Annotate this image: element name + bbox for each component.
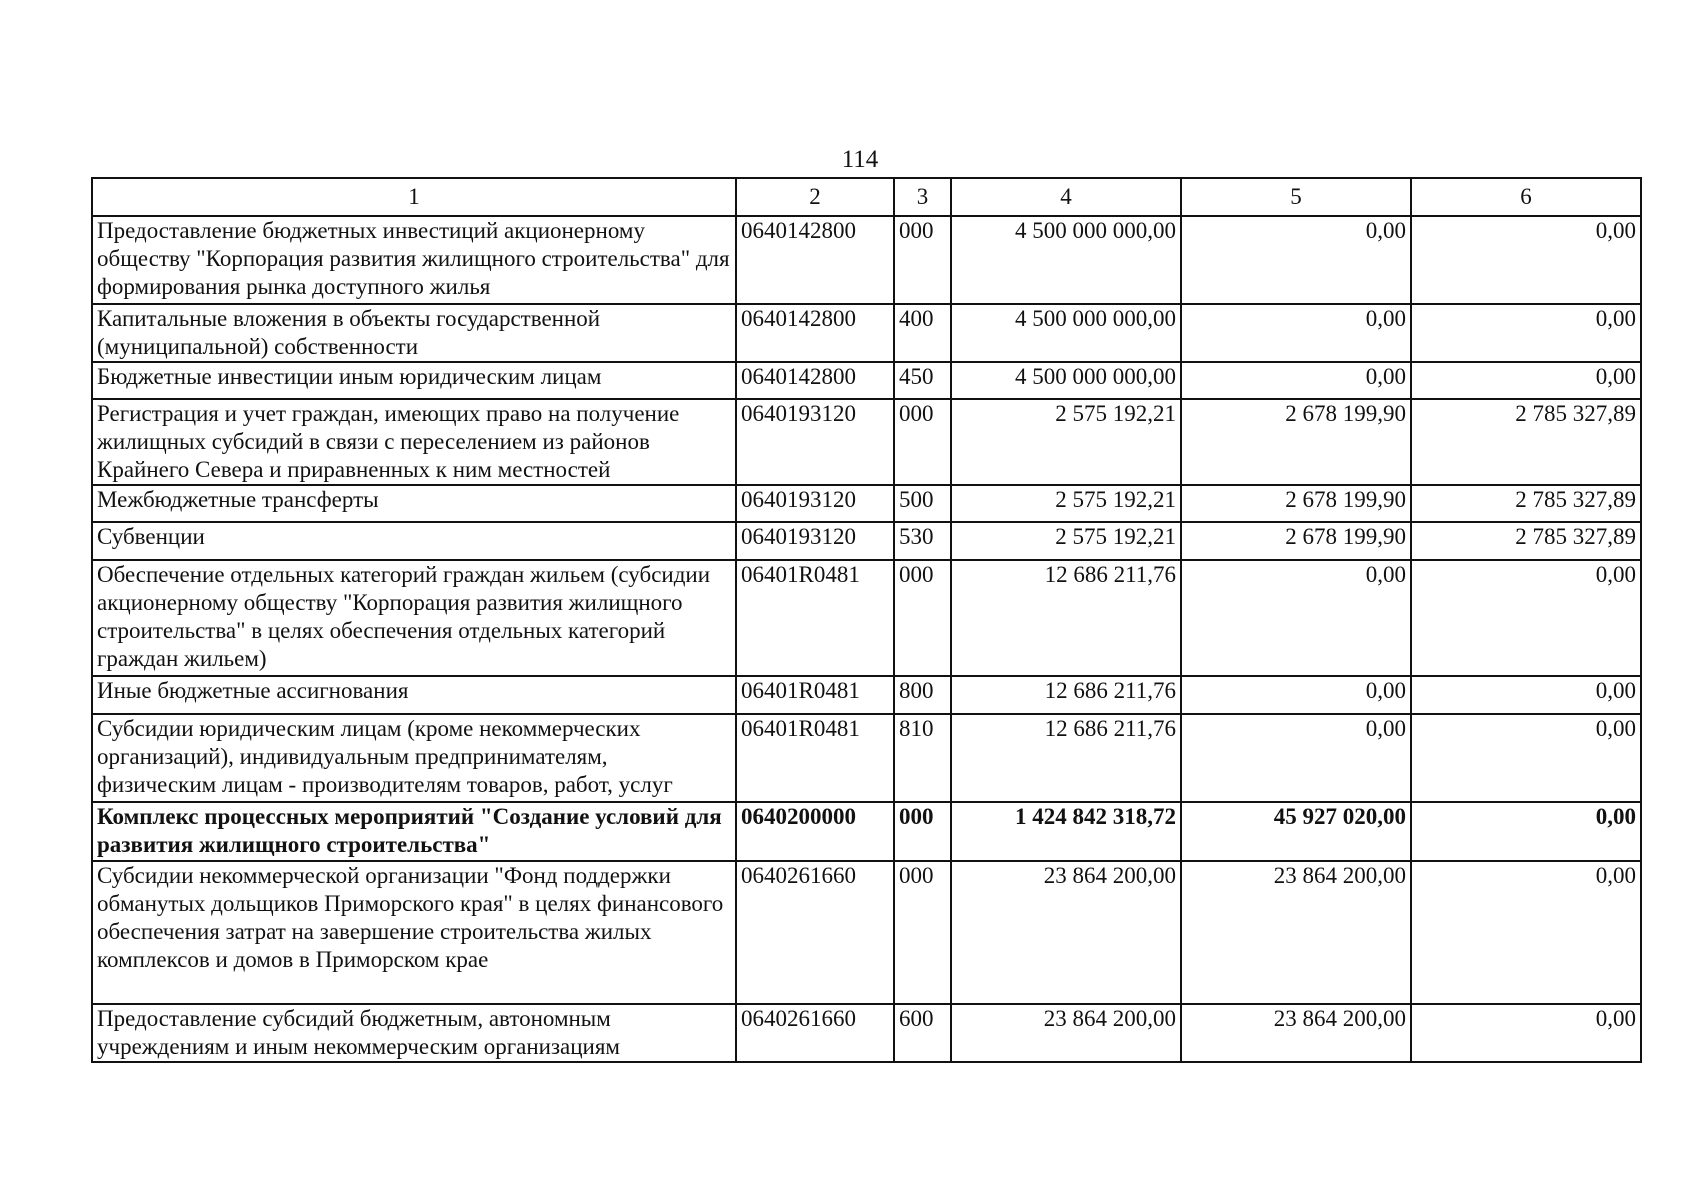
table-row [92, 560, 1641, 676]
row-value-6: 2 785 327,89 [1411, 399, 1641, 485]
row-value-5: 2 678 199,90 [1181, 399, 1411, 485]
page-number: 114 [841, 146, 879, 173]
row-code: 0640261660 [736, 1004, 894, 1062]
table-row [92, 714, 1641, 802]
row-value-6: 0,00 [1411, 676, 1641, 714]
row-kind: 800 [894, 676, 951, 714]
row-value-4: 4 500 000 000,00 [951, 216, 1181, 304]
row-name: Обеспечение отдельных категорий граждан жильем (субсидии акционерному обществу "Корпорация развития жилищного строительства" в целях обеспечения отдельных категорий граждан жильем) [92, 560, 736, 676]
row-name: Предоставление субсидий бюджетным, автономным учреждениям и иным некоммерческим организациям [92, 1004, 736, 1062]
column-header: 1 [92, 178, 736, 216]
row-value-4: 12 686 211,76 [951, 714, 1181, 802]
budget-table [91, 177, 1642, 1063]
row-name: Комплекс процессных мероприятий "Создание условий для развития жилищного строительства" [92, 802, 736, 861]
row-name: Субвенции [92, 522, 736, 560]
row-kind: 000 [894, 802, 951, 861]
row-kind: 600 [894, 1004, 951, 1062]
row-kind: 530 [894, 522, 951, 560]
column-header: 2 [736, 178, 894, 216]
row-kind: 000 [894, 560, 951, 676]
table-row [92, 216, 1641, 304]
row-value-5: 0,00 [1181, 362, 1411, 399]
row-value-5: 2 678 199,90 [1181, 485, 1411, 522]
row-value-5: 0,00 [1181, 714, 1411, 802]
column-header: 4 [951, 178, 1181, 216]
row-name: Предоставление бюджетных инвестиций акционерному обществу "Корпорация развития жилищного строительства" для формирования рынка доступного жилья [92, 216, 736, 304]
row-kind: 000 [894, 399, 951, 485]
row-value-5: 0,00 [1181, 560, 1411, 676]
row-value-6: 2 785 327,89 [1411, 485, 1641, 522]
row-kind: 000 [894, 216, 951, 304]
row-name: Бюджетные инвестиции иным юридическим лицам [92, 362, 736, 399]
row-value-6: 0,00 [1411, 560, 1641, 676]
table-row [92, 485, 1641, 522]
table-row [92, 676, 1641, 714]
row-value-6: 0,00 [1411, 362, 1641, 399]
table-row [92, 399, 1641, 485]
row-value-6: 2 785 327,89 [1411, 522, 1641, 560]
row-value-5: 23 864 200,00 [1181, 1004, 1411, 1062]
row-name: Капитальные вложения в объекты государственной (муниципальной) собственности [92, 304, 736, 362]
row-code: 06401R0481 [736, 714, 894, 802]
row-value-6: 0,00 [1411, 216, 1641, 304]
row-kind: 450 [894, 362, 951, 399]
row-code: 0640142800 [736, 362, 894, 399]
row-kind: 810 [894, 714, 951, 802]
row-code: 0640193120 [736, 485, 894, 522]
row-name: Субсидии юридическим лицам (кроме некоммерческих организаций), индивидуальным предпринимателям, физическим лицам - производителям товаров, работ, услуг [92, 714, 736, 802]
row-name: Межбюджетные трансферты [92, 485, 736, 522]
header-row [92, 178, 1641, 216]
row-value-4: 12 686 211,76 [951, 676, 1181, 714]
row-value-4: 4 500 000 000,00 [951, 362, 1181, 399]
row-value-6: 0,00 [1411, 304, 1641, 362]
row-value-4: 1 424 842 318,72 [951, 802, 1181, 861]
row-value-4: 2 575 192,21 [951, 485, 1181, 522]
row-code: 0640200000 [736, 802, 894, 861]
row-value-4: 12 686 211,76 [951, 560, 1181, 676]
row-code: 0640261660 [736, 861, 894, 1004]
column-header: 6 [1411, 178, 1641, 216]
row-code: 0640193120 [736, 399, 894, 485]
table-row [92, 861, 1641, 1004]
row-value-5: 0,00 [1181, 676, 1411, 714]
column-header: 3 [894, 178, 951, 216]
row-value-6: 0,00 [1411, 714, 1641, 802]
row-value-4: 4 500 000 000,00 [951, 304, 1181, 362]
row-value-6: 0,00 [1411, 802, 1641, 861]
row-name: Иные бюджетные ассигнования [92, 676, 736, 714]
row-code: 0640142800 [736, 216, 894, 304]
row-code: 06401R0481 [736, 560, 894, 676]
row-kind: 400 [894, 304, 951, 362]
table-row [92, 522, 1641, 560]
table-row [92, 304, 1641, 362]
row-value-4: 23 864 200,00 [951, 1004, 1181, 1062]
row-value-5: 0,00 [1181, 304, 1411, 362]
row-value-5: 23 864 200,00 [1181, 861, 1411, 1004]
row-value-5: 45 927 020,00 [1181, 802, 1411, 861]
row-name: Субсидии некоммерческой организации "Фонд поддержки обманутых дольщиков Приморского края" в целях финансового обеспечения затрат на завершение строительства жилых комплексов и домов в Приморском крае [92, 861, 736, 1004]
row-code: 06401R0481 [736, 676, 894, 714]
row-value-6: 0,00 [1411, 861, 1641, 1004]
row-name: Регистрация и учет граждан, имеющих право на получение жилищных субсидий в связи с переселением из районов Крайнего Севера и приравненных к ним местностей [92, 399, 736, 485]
row-kind: 500 [894, 485, 951, 522]
row-value-4: 2 575 192,21 [951, 399, 1181, 485]
row-code: 0640142800 [736, 304, 894, 362]
column-header: 5 [1181, 178, 1411, 216]
table-row [92, 802, 1641, 861]
row-code: 0640193120 [736, 522, 894, 560]
row-kind: 000 [894, 861, 951, 1004]
table-row [92, 1004, 1641, 1062]
row-value-5: 0,00 [1181, 216, 1411, 304]
row-value-4: 2 575 192,21 [951, 522, 1181, 560]
row-value-4: 23 864 200,00 [951, 861, 1181, 1004]
row-value-6: 0,00 [1411, 1004, 1641, 1062]
table-row [92, 362, 1641, 399]
row-value-5: 2 678 199,90 [1181, 522, 1411, 560]
